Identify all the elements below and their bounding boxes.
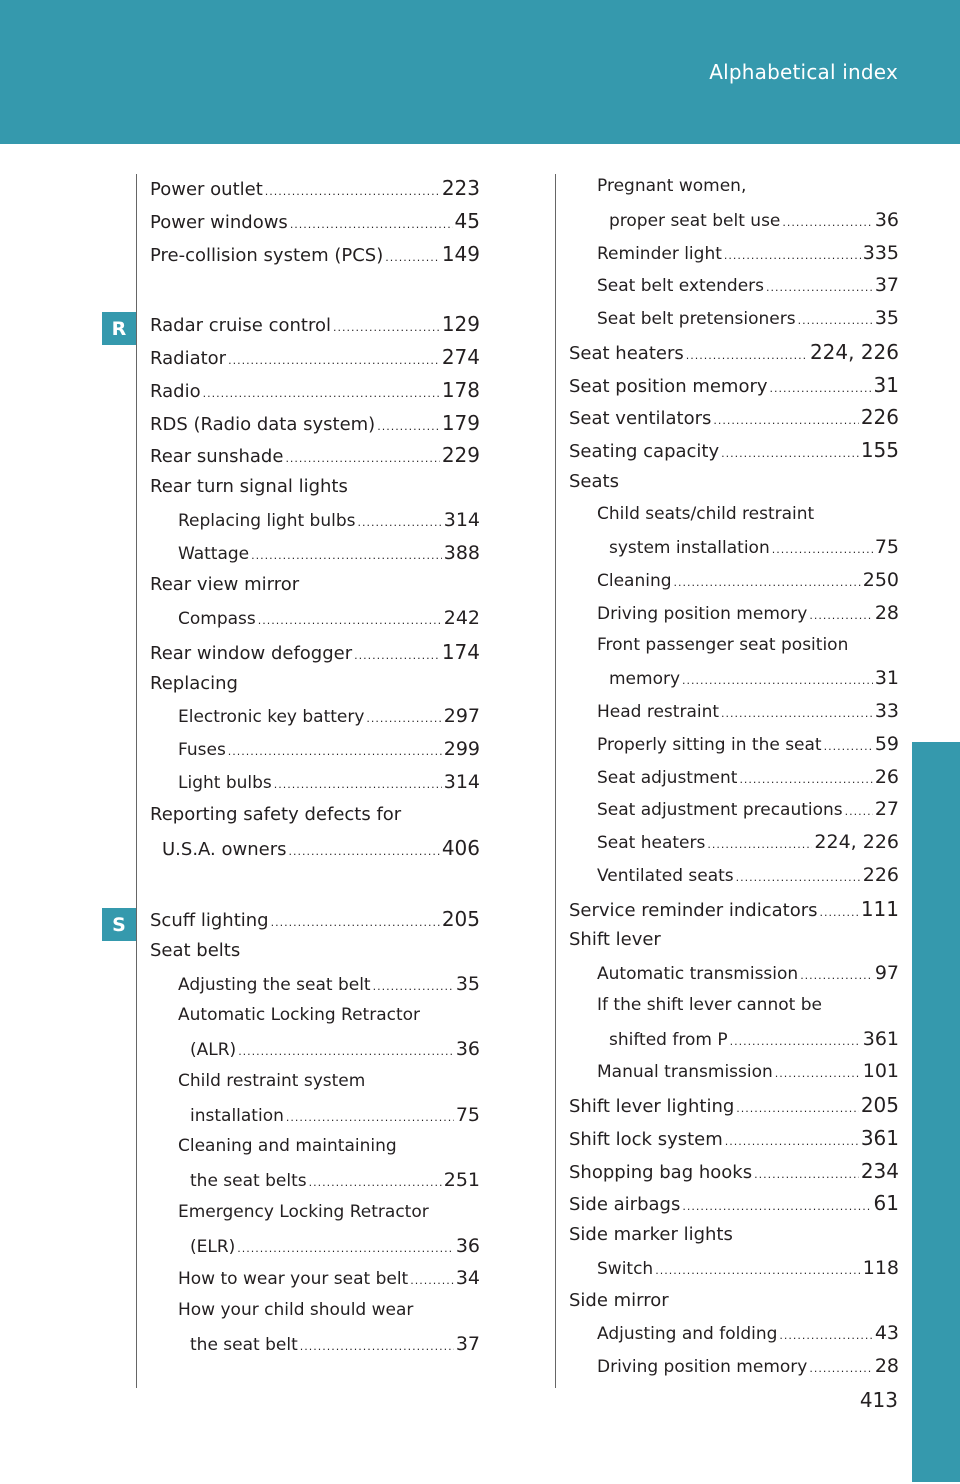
index-entry xyxy=(150,940,480,973)
index-entry-label: Seating capacity xyxy=(569,441,720,462)
index-entry xyxy=(569,1060,899,1093)
index-entry xyxy=(150,804,480,837)
index-entry-label: the seat belt xyxy=(190,1334,298,1355)
index-entry xyxy=(150,705,480,738)
index-entry-label: Rear sunshade xyxy=(150,446,284,468)
index-entry xyxy=(150,574,480,607)
dot-leader xyxy=(775,1067,861,1080)
dot-leader xyxy=(655,1264,861,1277)
index-entry-page: 75 xyxy=(874,536,899,559)
index-entry xyxy=(569,1257,899,1290)
index-entry xyxy=(150,1300,480,1333)
index-entry-page: 297 xyxy=(443,705,480,728)
index-entry-label: Radiator xyxy=(150,348,227,369)
dot-leader xyxy=(730,1035,861,1048)
index-entry-page: 35 xyxy=(455,972,480,995)
dot-leader xyxy=(809,1362,872,1375)
right-column-rule xyxy=(555,174,556,1388)
index-entry-label: Rear view mirror xyxy=(150,574,300,596)
index-entry-label: Seat adjustment xyxy=(597,767,738,788)
dot-leader xyxy=(228,354,440,367)
index-entry-page: 111 xyxy=(860,896,899,921)
index-entry xyxy=(569,733,899,766)
index-entry xyxy=(150,1333,480,1366)
dot-leader xyxy=(237,1242,454,1255)
dot-leader xyxy=(820,906,859,919)
index-entry-page: 36 xyxy=(455,1038,480,1060)
dot-leader xyxy=(713,414,858,427)
index-entry xyxy=(150,836,480,869)
index-entry xyxy=(150,673,480,706)
index-entry-page: 61 xyxy=(873,1191,899,1216)
index-entry-page: 234 xyxy=(860,1158,899,1183)
dot-leader xyxy=(782,216,872,229)
index-entry-label: Scuff lighting xyxy=(150,910,269,931)
index-entry xyxy=(150,1202,480,1235)
index-entry-label: Shift lock system xyxy=(569,1128,723,1150)
index-entry xyxy=(150,476,480,509)
index-entry xyxy=(150,1169,480,1202)
index-entry-page: 314 xyxy=(443,770,480,793)
index-entry-label: Shift lever xyxy=(569,929,661,951)
index-entry-page: 43 xyxy=(874,1322,899,1345)
dot-leader xyxy=(721,447,859,460)
index-entry-page: 179 xyxy=(441,410,480,435)
index-entry-label: Light bulbs xyxy=(178,772,272,793)
index-entry-page: 205 xyxy=(441,907,480,931)
dot-leader xyxy=(300,1340,454,1353)
index-entry-label: Electronic key battery xyxy=(178,707,365,728)
index-entry-page: 361 xyxy=(862,1027,899,1050)
index-entry-label: Wattage xyxy=(178,543,250,564)
dot-leader xyxy=(686,349,808,362)
index-entry-page: 31 xyxy=(874,667,899,690)
index-entry-label: Side airbags xyxy=(569,1194,681,1216)
dot-leader xyxy=(286,1111,454,1124)
index-entry xyxy=(150,640,480,673)
index-entry xyxy=(150,771,480,804)
index-entry-label: If the shift lever cannot be xyxy=(597,994,822,1015)
dot-leader xyxy=(265,185,440,198)
dot-leader xyxy=(845,805,873,818)
index-entry-label: (ALR) xyxy=(190,1040,237,1060)
index-entry xyxy=(150,1071,480,1104)
index-entry-page: 28 xyxy=(874,1355,899,1377)
index-entry xyxy=(569,307,899,340)
index-entry-label: Seat adjustment precautions xyxy=(597,800,843,821)
index-entry xyxy=(569,1224,899,1257)
index-entry-label: Ventilated seats xyxy=(597,865,734,886)
dot-leader xyxy=(707,838,812,851)
index-entry-page: 75 xyxy=(455,1103,480,1126)
index-entry-label: How to wear your seat belt xyxy=(178,1269,409,1290)
index-entry-label: Side marker lights xyxy=(569,1224,733,1245)
index-entry xyxy=(569,1355,899,1388)
letter-tab-r: R xyxy=(102,312,136,345)
index-entry-label: Reminder light xyxy=(597,243,722,264)
index-entry-page: 33 xyxy=(874,700,899,722)
index-entry-page: 37 xyxy=(874,274,899,297)
index-entry-page: 251 xyxy=(443,1169,480,1191)
index-entry-page: 45 xyxy=(454,208,480,233)
left-column-rule xyxy=(136,174,137,1388)
index-entry-label: Adjusting and folding xyxy=(597,1324,778,1345)
index-entry xyxy=(569,274,899,307)
section-gap xyxy=(150,869,480,907)
index-entry-page: 118 xyxy=(862,1256,899,1279)
dot-leader xyxy=(798,314,873,327)
index-entry-page: 35 xyxy=(874,307,899,329)
index-entry xyxy=(569,602,899,635)
right-index-column xyxy=(569,176,899,1388)
index-entry-page: 250 xyxy=(862,569,899,591)
index-entry xyxy=(150,1267,480,1300)
index-entry-page: 388 xyxy=(443,541,480,564)
index-entry xyxy=(569,1290,899,1323)
index-entry-label: Driving position memory xyxy=(597,603,808,624)
index-entry-label: installation xyxy=(190,1105,284,1126)
index-entry-label: Power outlet xyxy=(150,179,263,200)
index-entry-label: proper seat belt use xyxy=(609,210,781,231)
dot-leader xyxy=(290,218,453,231)
dot-leader xyxy=(228,745,442,758)
index-entry-page: 224, 226 xyxy=(814,831,899,853)
side-section-tab xyxy=(912,742,960,1482)
index-entry xyxy=(150,738,480,771)
index-entry-label: Side mirror xyxy=(569,1289,669,1311)
index-entry-page: 97 xyxy=(874,962,899,984)
dot-leader xyxy=(809,609,872,622)
dot-leader xyxy=(772,543,873,556)
index-entry-label: Cleaning and maintaining xyxy=(178,1136,397,1157)
index-entry-page: 361 xyxy=(860,1125,899,1150)
index-entry xyxy=(569,471,899,504)
index-entry xyxy=(150,542,480,575)
index-entry-page: 28 xyxy=(874,601,899,624)
index-entry xyxy=(150,1005,480,1038)
index-entry xyxy=(569,536,899,569)
letter-tab-s: S xyxy=(102,908,136,941)
index-entry-label: Pregnant women, xyxy=(597,176,747,196)
dot-leader xyxy=(736,1102,859,1115)
index-entry xyxy=(569,700,899,733)
index-entry xyxy=(150,509,480,542)
dot-leader xyxy=(238,1045,454,1058)
index-entry-page: 224, 226 xyxy=(809,339,899,364)
index-entry-label: Seat belt extenders xyxy=(597,276,764,297)
index-entry-label: Radio xyxy=(150,380,201,402)
dot-leader xyxy=(721,707,873,720)
index-entry xyxy=(150,907,480,940)
index-entry xyxy=(569,1191,899,1224)
page-header-title: Alphabetical index xyxy=(709,60,898,84)
index-entry-label: Cleaning xyxy=(597,571,672,591)
dot-leader xyxy=(309,1176,442,1189)
index-entry xyxy=(569,373,899,406)
index-entry-label: Automatic transmission xyxy=(597,964,799,984)
index-entry-label: Seat belt pretensioners xyxy=(597,309,796,329)
index-entry-label: Rear window defogger xyxy=(150,642,353,664)
index-entry-label: Manual transmission xyxy=(597,1062,773,1083)
page-number: 413 xyxy=(859,1388,898,1412)
dot-leader xyxy=(203,387,440,400)
index-entry-label: Replacing light bulbs xyxy=(178,510,356,531)
index-entry xyxy=(150,176,480,209)
dot-leader xyxy=(739,773,872,786)
dot-leader xyxy=(251,549,442,562)
index-entry xyxy=(569,864,899,897)
index-entry xyxy=(569,438,899,471)
index-entry-label: Seat ventilators xyxy=(569,408,712,430)
dot-leader xyxy=(288,845,439,858)
index-entry-page: 223 xyxy=(441,176,480,200)
index-entry xyxy=(150,1104,480,1137)
index-entry-label: Adjusting the seat belt xyxy=(178,974,371,995)
dot-leader xyxy=(366,712,441,725)
dot-leader xyxy=(770,382,872,395)
dot-leader xyxy=(682,674,873,687)
index-entry xyxy=(150,209,480,242)
index-entry-label: Seat belts xyxy=(150,939,241,961)
index-entry-page: 406 xyxy=(441,836,480,861)
index-entry xyxy=(569,242,899,275)
index-entry-page: 27 xyxy=(874,798,899,821)
index-entry xyxy=(569,929,899,962)
index-entry-label: the seat belts xyxy=(190,1171,307,1191)
index-entry-label: Shift lever lighting xyxy=(569,1096,735,1117)
index-entry-page: 335 xyxy=(862,241,899,264)
index-entry xyxy=(569,209,899,242)
index-entry-page: 36 xyxy=(874,208,899,231)
index-entry-label: Head restraint xyxy=(597,702,720,722)
index-entry-label: Front passenger seat position xyxy=(597,634,849,655)
index-entry-label: Compass xyxy=(178,609,256,629)
dot-leader xyxy=(779,1329,872,1342)
index-entry-page: 178 xyxy=(441,377,480,402)
index-entry xyxy=(569,405,899,438)
dot-leader xyxy=(674,576,861,589)
index-entry-page: 174 xyxy=(441,639,480,664)
index-entry-label: Rear turn signal lights xyxy=(150,476,348,497)
index-entry-label: Seat heaters xyxy=(597,833,706,853)
index-entry xyxy=(150,443,480,476)
index-entry xyxy=(569,1159,899,1192)
index-entry-label: Automatic Locking Retractor xyxy=(178,1005,421,1026)
index-entry xyxy=(569,1028,899,1061)
index-entry-page: 274 xyxy=(441,345,480,369)
section-gap xyxy=(150,274,480,312)
index-entry-page: 314 xyxy=(443,508,480,531)
dot-leader xyxy=(800,969,873,982)
index-entry-label: Seats xyxy=(569,470,619,492)
dot-leader xyxy=(373,980,454,993)
dot-leader xyxy=(333,321,440,334)
dot-leader xyxy=(285,452,439,465)
index-entry xyxy=(569,1126,899,1159)
index-entry xyxy=(569,1322,899,1355)
dot-leader xyxy=(725,1135,859,1148)
index-entry-label: Properly sitting in the seat xyxy=(597,734,822,755)
dot-leader xyxy=(271,916,440,929)
dot-leader xyxy=(410,1274,454,1287)
dot-leader xyxy=(274,778,442,791)
index-entry-page: 26 xyxy=(874,765,899,788)
index-entry-page: 226 xyxy=(860,405,899,430)
index-entry xyxy=(569,1093,899,1126)
index-entry xyxy=(150,1038,480,1071)
index-entry xyxy=(150,1136,480,1169)
index-entry xyxy=(150,411,480,444)
index-entry-label: Child restraint system xyxy=(178,1070,366,1091)
index-entry-label: Power windows xyxy=(150,211,288,233)
index-entry-label: Radar cruise control xyxy=(150,315,331,337)
index-entry xyxy=(150,378,480,411)
header-bar xyxy=(0,0,960,144)
index-entry xyxy=(569,962,899,995)
index-entry-page: 34 xyxy=(455,1267,480,1290)
index-entry-label: RDS (Radio data system) xyxy=(150,413,376,435)
index-entry-label: Driving position memory xyxy=(597,1357,808,1377)
index-entry-label: (ELR) xyxy=(190,1236,236,1257)
index-entry-label: Fuses xyxy=(178,740,226,760)
index-entry xyxy=(150,242,480,275)
index-entry xyxy=(569,831,899,864)
index-entry-page: 31 xyxy=(873,372,899,397)
index-entry-label: Service reminder indicators xyxy=(569,899,818,921)
index-entry-page: 205 xyxy=(860,1093,899,1117)
dot-leader xyxy=(824,740,873,753)
index-entry-page: 101 xyxy=(862,1060,899,1083)
index-entry xyxy=(569,176,899,209)
dot-leader xyxy=(377,420,440,433)
index-entry-page: 36 xyxy=(455,1234,480,1257)
index-entry-label: How your child should wear xyxy=(178,1300,414,1320)
index-entry xyxy=(569,995,899,1028)
index-entry-page: 155 xyxy=(860,438,899,462)
index-entry-label: shifted from P xyxy=(609,1029,728,1050)
index-entry-page: 149 xyxy=(441,241,480,266)
dot-leader xyxy=(682,1200,871,1213)
index-entry-label: Child seats/child restraint xyxy=(597,503,815,524)
index-entry-label: Replacing xyxy=(150,672,238,694)
index-entry-page: 229 xyxy=(441,443,480,468)
index-entry xyxy=(150,312,480,345)
left-index-column xyxy=(150,176,480,1366)
index-entry-label: Seat heaters xyxy=(569,342,684,364)
index-entry xyxy=(569,766,899,799)
index-entry-label: Reporting safety defects for xyxy=(150,803,402,825)
index-entry xyxy=(569,897,899,930)
index-entry-page: 37 xyxy=(455,1332,480,1355)
index-entry xyxy=(569,635,899,668)
index-entry-label: U.S.A. owners xyxy=(162,839,287,861)
dot-leader xyxy=(354,649,440,662)
index-entry xyxy=(569,667,899,700)
index-entry-page: 59 xyxy=(874,732,899,755)
index-entry-page: 299 xyxy=(443,738,480,760)
dot-leader xyxy=(358,516,442,529)
dot-leader xyxy=(724,249,861,262)
index-entry xyxy=(569,504,899,537)
index-entry xyxy=(150,973,480,1006)
index-entry xyxy=(569,569,899,602)
index-entry-label: system installation xyxy=(609,538,770,559)
dot-leader xyxy=(766,281,873,294)
index-entry xyxy=(569,340,899,373)
index-entry-page: 129 xyxy=(441,312,480,337)
dot-leader xyxy=(385,251,440,264)
index-entry-page: 226 xyxy=(862,863,899,886)
index-entry-label: memory xyxy=(609,669,681,690)
index-entry-page: 242 xyxy=(443,607,480,629)
index-entry xyxy=(569,798,899,831)
index-entry-label: Emergency Locking Retractor xyxy=(178,1201,429,1222)
index-entry-label: Switch xyxy=(597,1258,654,1279)
index-entry-label: Shopping bag hooks xyxy=(569,1161,753,1183)
index-entry-label: Seat position memory xyxy=(569,375,768,397)
index-entry xyxy=(150,345,480,378)
index-entry-label: Pre-collision system (PCS) xyxy=(150,244,384,266)
dot-leader xyxy=(258,614,442,627)
dot-leader xyxy=(736,871,861,884)
index-entry xyxy=(150,1235,480,1268)
dot-leader xyxy=(754,1168,859,1181)
index-entry xyxy=(150,607,480,640)
